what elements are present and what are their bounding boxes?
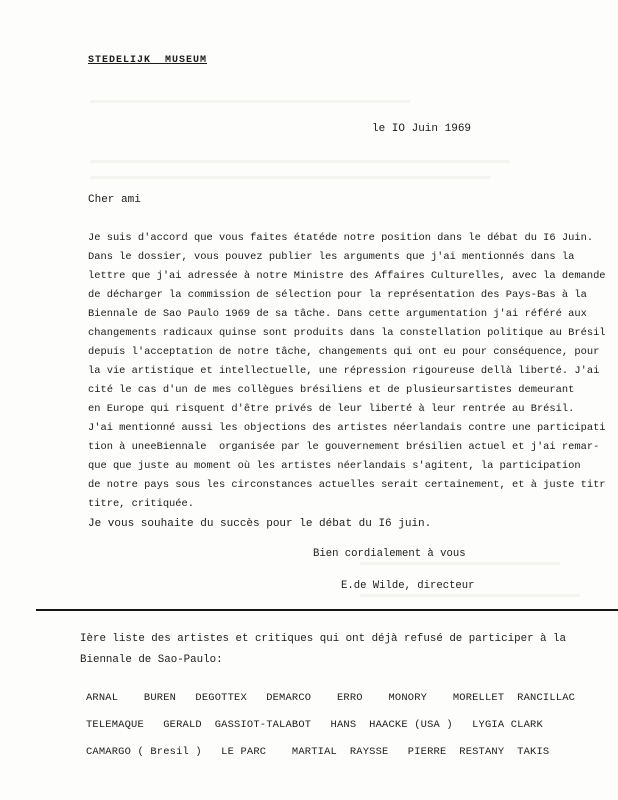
letter-wish: Je vous souhaite du succès pour le débat du I6 juin.: [88, 518, 432, 530]
body-line: changements radicaux quinse sont produits dans la constellation politique au Brésil: [88, 327, 606, 339]
museum-header: STEDELIJK MUSEUM: [88, 55, 208, 66]
body-line: depuis l'acceptation de notre tâche, changements qui ont eu pour conséquence, pour: [88, 346, 600, 358]
body-line: Biennale de Sao Paulo 1969 de sa tâche. Dans cette argumentation j'ai référé aux: [88, 308, 587, 320]
bleed-through-mark: [360, 562, 560, 565]
letter-closing: Bien cordialement à vous: [313, 548, 466, 560]
body-line: de notre pays sous les circonstances actuelles serait certainement, et à juste titr: [88, 479, 606, 491]
section-divider: [36, 609, 618, 611]
artist-list-intro: [80, 629, 566, 671]
body-line: titre, critiquée.: [88, 498, 195, 510]
bleed-through-mark: [360, 594, 580, 597]
artist-row: TELEMAQUE GERALD GASSIOT-TALABOT HANS HAACKE (USA ) LYGIA CLARK: [86, 719, 543, 731]
bleed-through-mark: [90, 100, 410, 103]
intro-line: Biennale de Sao-Paulo:: [80, 654, 223, 666]
intro-line: Ière liste des artistes et critiques qui ont déjà refusé de participer à la: [80, 633, 566, 645]
letter-greeting: Cher ami: [88, 194, 141, 206]
body-line: cité le cas d'un de mes collègues brésiliens et de plusieursartistes demeurant: [88, 384, 575, 396]
bleed-through-mark: [90, 160, 510, 163]
body-line: de décharger la commission de sélection pour la représentation des Pays-Bas à la: [88, 289, 587, 301]
body-line: que que juste au moment où les artistes néerlandais s'agitent, la participation: [88, 460, 581, 472]
body-line: Je suis d'accord que vous faites étatéde notre position dans le débat du I6 Juin.: [88, 232, 594, 244]
artist-row: CAMARGO ( Bresil ) LE PARC MARTIAL RAYSSE PIERRE RESTANY TAKIS: [86, 746, 550, 758]
bleed-through-mark: [90, 176, 490, 179]
body-line: Dans le dossier, vous pouvez publier les arguments que j'ai mentionnés dans la: [88, 251, 575, 263]
letter-signature: E.de Wilde, directeur: [341, 580, 475, 592]
letter-body: [88, 229, 606, 514]
body-line: la vie artistique et intellectuelle, une répression rigoureuse dellà liberté. J'ai: [88, 365, 600, 377]
artist-list: [86, 685, 575, 766]
letter-date: le IO Juin 1969: [372, 123, 472, 135]
body-line: lettre que j'ai adressée à notre Ministre des Affaires Culturelles, avec la demande: [88, 270, 606, 282]
artist-row: ARNAL BUREN DEGOTTEX DEMARCO ERRO MONORY MORELLET RANCILLAC: [86, 692, 576, 704]
body-line: en Europe qui risquent d'être privés de leur liberté à leur rentrée au Brésil.: [88, 403, 575, 415]
body-line: tion à uneeBiennale organisée par le gouvernement brésilien actuel et j'ai remar-: [88, 441, 600, 453]
body-line: J'ai mentionné aussi les objections des artistes néerlandais contre une participati: [88, 422, 606, 434]
